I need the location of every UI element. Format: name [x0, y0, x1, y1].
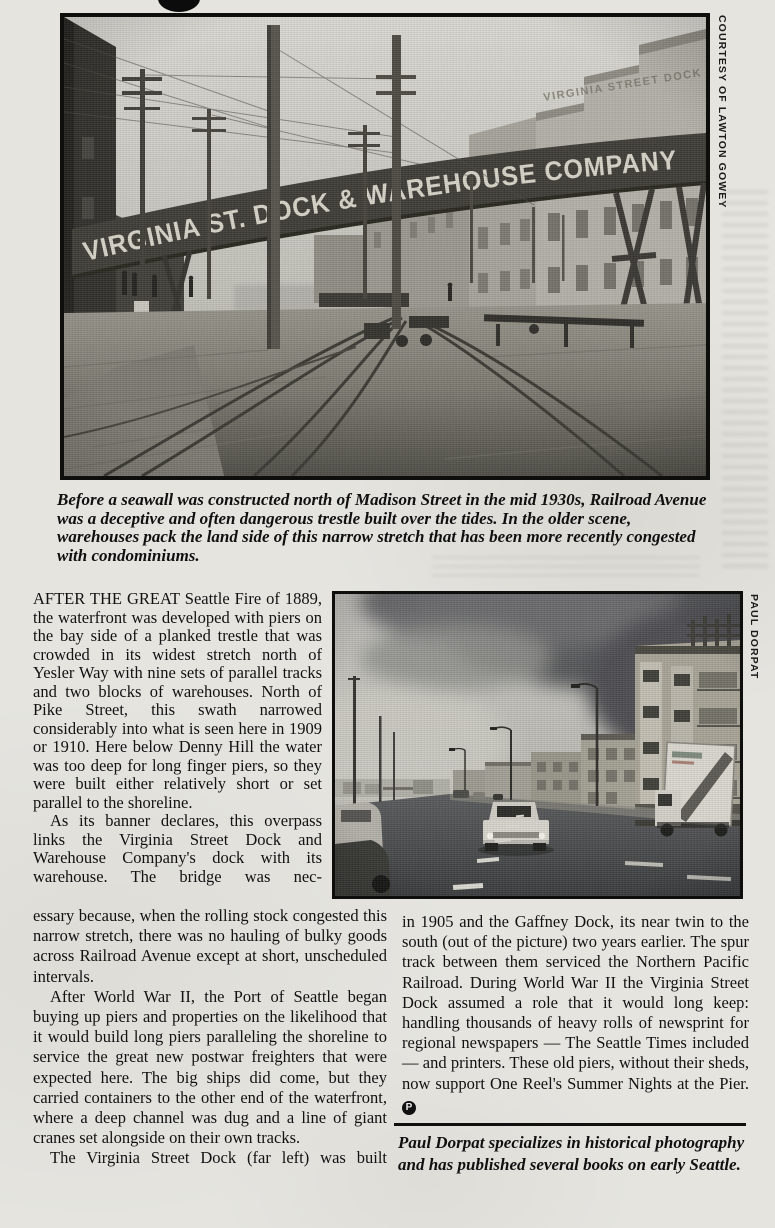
cropped-headline-letter	[158, 0, 200, 12]
article-column-right	[402, 912, 749, 1115]
paragraph: The Virginia Street Dock (far left) was built	[50, 1148, 387, 1168]
paragraph: As its banner declares, this overpass links the Virginia Street Dock and Warehouse Company's dock with its warehouse. The bridge was nec-	[33, 811, 322, 886]
modern-photo	[332, 591, 743, 899]
end-of-article-mark: P	[402, 1101, 416, 1115]
photo-credit-top: COURTESY OF LAWTON GOWEY	[716, 15, 728, 209]
modern-photo-illustration	[335, 594, 740, 896]
divider-rule	[394, 1123, 746, 1126]
article-column-left-upper	[33, 590, 322, 886]
author-bio: Paul Dorpat specializes in historical photography and has published several books on early Seattle.	[398, 1133, 745, 1174]
paragraph: AFTER THE GREAT Seattle Fire of 1889, the waterfront was developed with piers on the bay side of a planked trestle that was crowded in its widest stretch north of Yesler Way with nine sets of parallel tracks and two blocks of warehouses. North of Pike Street, this swath narrowed considerably into what is seen here in 1909 or 1910. Here below Denny Hill the water was too deep for long finger piers, so they were built either relatively short or set parallel to the shoreline.	[33, 589, 322, 812]
paragraph-text: in 1905 and the Gaffney Dock, its near twin to the south (out of the picture) two years earlier. The spur track between them serviced the Northern Pacific Railroad. During World War II the Virginia Street Dock assumed a role that it would long keep: handling thousands of heavy rolls of newsprint for regional newspapers — The Seattle Times included — and printers. These old piers, without their sheds, now support One Reel's Summer Nights at the Pier.	[402, 912, 749, 1093]
photo-credit-bottom: PAUL DORPAT	[748, 594, 760, 680]
paragraph: After World War II, the Port of Seattle began buying up piers and properties on the likelihood that it would build long piers paralleling the shoreline to service the great new postwar freighters that were expected here. The big ships did come, but they carried containers to the other end of the waterfront, where a deep channel was dug and a line of giant cranes set alongside on their own tracks.	[33, 986, 387, 1148]
ink-bleed-through-right	[722, 190, 768, 575]
paragraph	[402, 912, 749, 1115]
historic-photo	[60, 13, 710, 480]
photo-caption: Before a seawall was constructed north of Madison Street in the mid 1930s, Railroad Avenue was a deceptive and often dangerous trestle built over the tides. In the older scene, warehouses pack the land side of this narrow stretch that has been more recently congested with condominiums.	[57, 490, 707, 566]
paragraph: essary because, when the rolling stock congested this narrow stretch, there was no hauling of bulky goods across Railroad Avenue except at short, unscheduled intervals.	[33, 906, 387, 986]
historic-photo-illustration	[64, 17, 706, 476]
article-column-left-lower	[33, 906, 387, 1169]
